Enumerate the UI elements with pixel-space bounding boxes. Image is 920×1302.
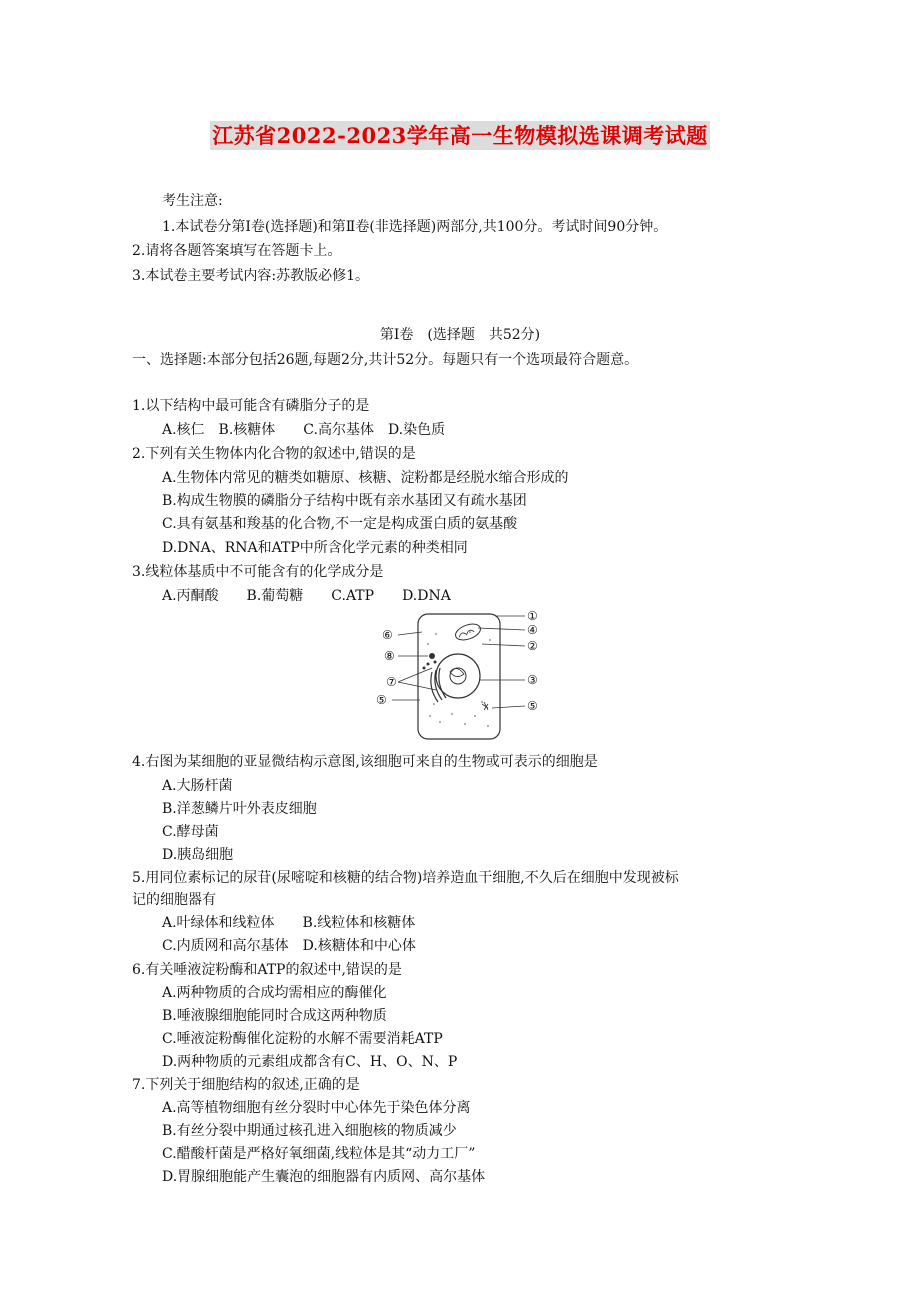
- notice-item: 3.本试卷主要考试内容:苏教版必修1。: [132, 268, 369, 284]
- question-option: C.醋酸杆菌是严格好氧细菌,线粒体是其“动力工厂”: [162, 1146, 476, 1162]
- section-heading: 第Ⅰ卷 (选择题 共52分): [379, 327, 541, 343]
- diagram-label: ⑤: [527, 699, 538, 713]
- diagram-label: ②: [527, 639, 538, 653]
- diagram-label: ⑥: [382, 628, 393, 642]
- question-stem: 4.右图为某细胞的亚显微结构示意图,该细胞可来自的生物或可表示的细胞是: [132, 754, 598, 770]
- question-stem: 6.有关唾液淀粉酶和ATP的叙述中,错误的是: [132, 962, 402, 978]
- question-option: B.有丝分裂中期通过核孔进入细胞核的物质减少: [162, 1123, 457, 1139]
- question-option: A.核仁 B.核糖体 C.高尔基体 D.染色质: [162, 422, 446, 438]
- question-option: C.内质网和高尔基体 D.核糖体和中心体: [162, 938, 416, 954]
- question-stem: 5.用同位素标记的尿苷(尿嘧啶和核糖的结合物)培养造血干细胞,不久后在细胞中发现被标: [132, 870, 679, 886]
- question-option: D.胃腺细胞能产生囊泡的细胞器有内质网、高尔基体: [162, 1169, 486, 1185]
- question-option: D.胰岛细胞: [162, 847, 234, 863]
- question-option: B.唾液腺细胞能同时合成这两种物质: [162, 1008, 387, 1024]
- question-option: B.构成生物膜的磷脂分子结构中既有亲水基团又有疏水基团: [162, 493, 527, 509]
- diagram-label: ⑧: [384, 649, 395, 663]
- question-option: A.叶绿体和线粒体 B.线粒体和核糖体: [162, 915, 416, 931]
- question-stem: 3.线粒体基质中不可能含有的化学成分是: [132, 564, 384, 580]
- question-option: C.具有氨基和羧基的化合物,不一定是构成蛋白质的氨基酸: [162, 516, 518, 532]
- question-option: D.DNA、RNA和ATP中所含化学元素的种类相同: [162, 540, 468, 556]
- diagram-label: ⑦: [386, 675, 397, 689]
- diagram-label: ①: [527, 609, 538, 623]
- diagram-label: ⑤: [376, 693, 387, 707]
- cell-diagram: [370, 604, 550, 744]
- cell-diagram-svg: [370, 604, 550, 744]
- question-option: C.唾液淀粉酶催化淀粉的水解不需要消耗ATP: [162, 1031, 443, 1047]
- question-stem: 2.下列有关生物体内化合物的叙述中,错误的是: [132, 446, 416, 462]
- question-option: A.生物体内常见的糖类如糖原、核糖、淀粉都是经脱水缩合形成的: [162, 470, 569, 486]
- question-stem: 7.下列关于细胞结构的叙述,正确的是: [132, 1077, 360, 1093]
- notice-item: 2.请将各题答案填写在答题卡上。: [132, 243, 342, 259]
- section-instruction: 一、选择题:本部分包括26题,每题2分,共计52分。每题只有一个选项最符合题意。: [132, 352, 639, 368]
- question-option: A.大肠杆菌: [162, 778, 233, 794]
- diagram-label: ④: [527, 623, 538, 637]
- question-stem: 1.以下结构中最可能含有磷脂分子的是: [132, 398, 370, 414]
- diagram-label: ③: [527, 673, 538, 687]
- question-option: A.丙酮酸 B.葡萄糖 C.ATP D.DNA: [162, 588, 451, 604]
- question-option: C.酵母菌: [162, 824, 219, 840]
- notice-heading: 考生注意:: [162, 193, 223, 209]
- notice-item: 1.本试卷分第Ⅰ卷(选择题)和第Ⅱ卷(非选择题)两部分,共100分。考试时间90分钟。: [162, 219, 668, 235]
- question-option: A.高等植物细胞有丝分裂时中心体先于染色体分离: [162, 1100, 471, 1116]
- question-option: D.两种物质的元素组成都含有C、H、O、N、P: [162, 1054, 458, 1070]
- question-stem-cont: 记的细胞器有: [132, 892, 216, 908]
- question-option: A.两种物质的合成均需相应的酶催化: [162, 985, 387, 1001]
- question-option: B.洋葱鳞片叶外表皮细胞: [162, 801, 317, 817]
- document-title: 江苏省2022-2023学年高一生物模拟选课调考试题: [212, 123, 708, 148]
